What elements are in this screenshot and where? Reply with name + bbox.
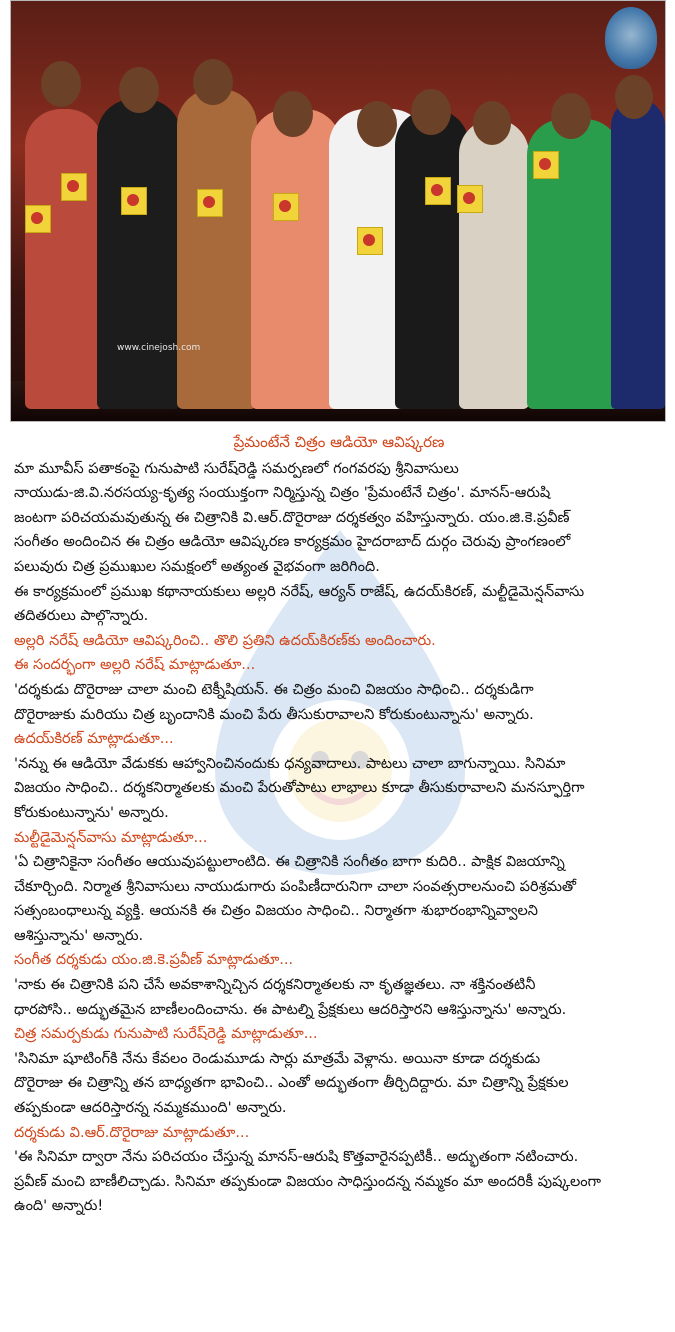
intro-line: పలువురు చిత్ర ప్రముఖుల సమక్షంలో అత్యంత వైభవంగా జరిగింది. <box>14 558 380 575</box>
quote-line: విజయం సాధించి.. దర్శకనిర్మాతలకు మంచి పేరుతోపాటు లాభాలు కూడా తీసుకురావాలని మనస్ఫూర్తిగా <box>14 780 585 797</box>
person-head <box>193 59 233 105</box>
audio-cd <box>533 151 559 179</box>
person-head <box>357 101 397 147</box>
event-photo <box>10 0 666 422</box>
person-head <box>411 89 451 135</box>
quote-line: ఆశిస్తున్నాను' అన్నారు. <box>14 927 144 944</box>
person-head <box>473 101 511 145</box>
launch-heading: అల్లరి నరేష్ ఆడియో ఆవిష్కరించి.. తొలి ప్రతిని ఉదయ్‌కిరణ్‌కు అందించారు. <box>14 632 436 649</box>
quote-line: 'నన్ను ఈ ఆడియో వేడుకకు ఆహ్వానించినందుకు ధన్యవాదాలు. పాటలు చాలా బాగున్నాయి. సినిమా <box>14 755 566 772</box>
section-heading: ఈ సందర్భంగా అల్లరి నరేష్ మాట్లాడుతూ... <box>14 657 256 674</box>
quote-line: చేకూర్చింది. నిర్మాత శ్రీనివాసులు నాయుడుగారు పంపిణీదారునిగా చాలా సంవత్సరాలనుంచి పరిశ్రమతో <box>14 878 577 895</box>
intro-line: మా మూవీస్ పతాకంపై గునుపాటి సురేష్‌రెడ్డి సమర్పణలో గంగవరపు శ్రీనివాసులు <box>14 460 459 477</box>
cinejosh-logo <box>605 7 657 69</box>
person-head <box>119 67 159 113</box>
person <box>177 89 257 409</box>
speech-section <box>14 727 664 825</box>
audio-cd <box>197 189 223 217</box>
intro-line: ఈ కార్యక్రమంలో ప్రముఖ కథానాయకులు అల్లరి నరేష్, ఆర్యన్ రాజేష్, ఉదయ్‌కిరణ్, మల్టీడైమెన్షన్‌వాసు <box>14 583 585 600</box>
person-head <box>615 75 653 119</box>
section-heading: దర్శకుడు వి.ఆర్.దొరైరాజు మాట్లాడుతూ... <box>14 1124 250 1141</box>
quote-line: 'సినిమా షూటింగ్‌కి నేను కేవలం రెండుమూడు సార్లు మాత్రమే వెళ్లాను. అయినా కూడా దర్శకుడు <box>14 1050 541 1067</box>
quote-line: 'ఈ సినిమా ద్వారా నేను పరిచయం చేస్తున్న మానస్-ఆరుషి కొత్తవారైనప్పటికీ.. అద్భుతంగా నటించారు. <box>14 1149 579 1166</box>
quote-line: దొరైరాజు ఈ చిత్రాన్ని తన బాధ్యతగా భావించి.. ఎంతో అద్భుతంగా తీర్చిదిద్దారు. మా చిత్రాన్ని ప్రేక్షకుల <box>14 1075 569 1092</box>
quote-line: 'ఏ చిత్రానికైనా సంగీతం ఆయువుపట్టులాంటిది. ఈ చిత్రానికి సంగీతం బాగా కుదిరి.. పాక్షిక విజయాన్ని <box>14 854 565 871</box>
audio-cd <box>273 193 299 221</box>
quote-line: ఉంది' అన్నారు! <box>14 1198 104 1215</box>
section-heading: ఉదయ్‌కిరణ్ మాట్లాడుతూ... <box>14 731 174 748</box>
person-head <box>551 93 591 139</box>
speech-section <box>14 1022 664 1120</box>
person <box>25 109 103 409</box>
intro-line: నాయుడు-జి.వి.నరసయ్య-కృత్య సంయుక్తంగా నిర్మిస్తున్న చిత్రం 'ప్రేమంటేనే చిత్రం'. మానస్-ఆరుషి <box>14 485 551 502</box>
section-heading: చిత్ర సమర్పకుడు గునుపాటి సురేష్‌రెడ్డి మాట్లాడుతూ... <box>14 1026 318 1043</box>
intro-line: తదితరులు పాల్గొన్నారు. <box>14 608 149 625</box>
person <box>459 119 529 409</box>
section-heading: సంగీత దర్శకుడు యం.జి.కె.ప్రవీణ్ మాట్లాడుతూ... <box>14 952 294 969</box>
audio-cd <box>121 187 147 215</box>
person-head <box>273 91 313 137</box>
quote-line: కోరుకుంటున్నాను' అన్నారు. <box>14 804 169 821</box>
person <box>611 99 665 409</box>
quote-line: సత్సంబంధాలున్న వ్యక్తి. ఆయనకి ఈ చిత్రం విజయం సాధించి.. నిర్మాతగా శుభారంభాన్నివ్వాలని <box>14 903 538 920</box>
person <box>395 109 469 409</box>
audio-cd <box>425 177 451 205</box>
speech-section <box>14 1121 664 1219</box>
quote-line: తప్పకుండా ఆదరిస్తారన్న నమ్మకముంది' అన్నారు. <box>14 1100 287 1117</box>
quote-line: దొరైరాజుకు మరియు చిత్ర బృందానికి మంచి పేరు తీసుకురావాలని కోరుకుంటున్నాను' అన్నారు. <box>14 706 534 723</box>
article <box>14 430 664 1219</box>
intro-paragraph <box>14 457 664 629</box>
audio-cd <box>25 205 51 233</box>
photo-watermark-url: www.cinejosh.com <box>117 343 201 353</box>
article-title: ప్రేమంటేనే చిత్రం ఆడియో ఆవిష్కరణ <box>233 433 445 451</box>
quote-line: ధారపోసి.. అద్భుతమైన బాణీలందించాను. ఈ పాటల్ని ప్రేక్షకులు ఆదరిస్తారని ఆశిస్తున్నాను' అన్నారు. <box>14 1001 567 1018</box>
section-heading: మల్టీడైమెన్షన్‌వాసు మాట్లాడుతూ... <box>14 829 208 846</box>
quote-line: 'దర్శకుడు దొరైరాజు చాలా మంచి టెక్నీషియన్. ఈ చిత్రం మంచి విజయం సాధించి.. దర్శకుడిగా <box>14 681 534 698</box>
person <box>97 99 181 409</box>
intro-line: జంటగా పరిచయమవుతున్న ఈ చిత్రానికి వి.ఆర్.దొరైరాజు దర్శకత్వం వహిస్తున్నారు. యం.జి.కె.ప్రవీణ్ <box>14 509 570 526</box>
audio-cd <box>357 227 383 255</box>
speech-section <box>14 826 664 949</box>
speech-section <box>14 653 664 727</box>
quote-line: ప్రవీణ్ మంచి బాణీలిచ్చాడు. సినిమా తప్పకుండా విజయం సాధిస్తుందన్న నమ్మకం మా అందరికీ పుష్కలంగా <box>14 1173 601 1190</box>
intro-line: సంగీతం అందించిన ఈ చిత్రం ఆడియో ఆవిష్కరణ కార్యక్రమం హైదరాబాద్ దుర్గం చెరువు ప్రాంగణంలో <box>14 534 571 551</box>
quote-line: 'నాకు ఈ చిత్రానికి పని చేసే అవకాశాన్నిచ్చిన దర్శకనిర్మాతలకు నా కృతజ్ఞతలు. నా శక్తినంతటినీ <box>14 977 536 994</box>
speech-section <box>14 948 664 1022</box>
audio-cd <box>61 173 87 201</box>
audio-cd <box>457 185 483 213</box>
person-head <box>41 61 81 107</box>
person <box>251 109 341 409</box>
